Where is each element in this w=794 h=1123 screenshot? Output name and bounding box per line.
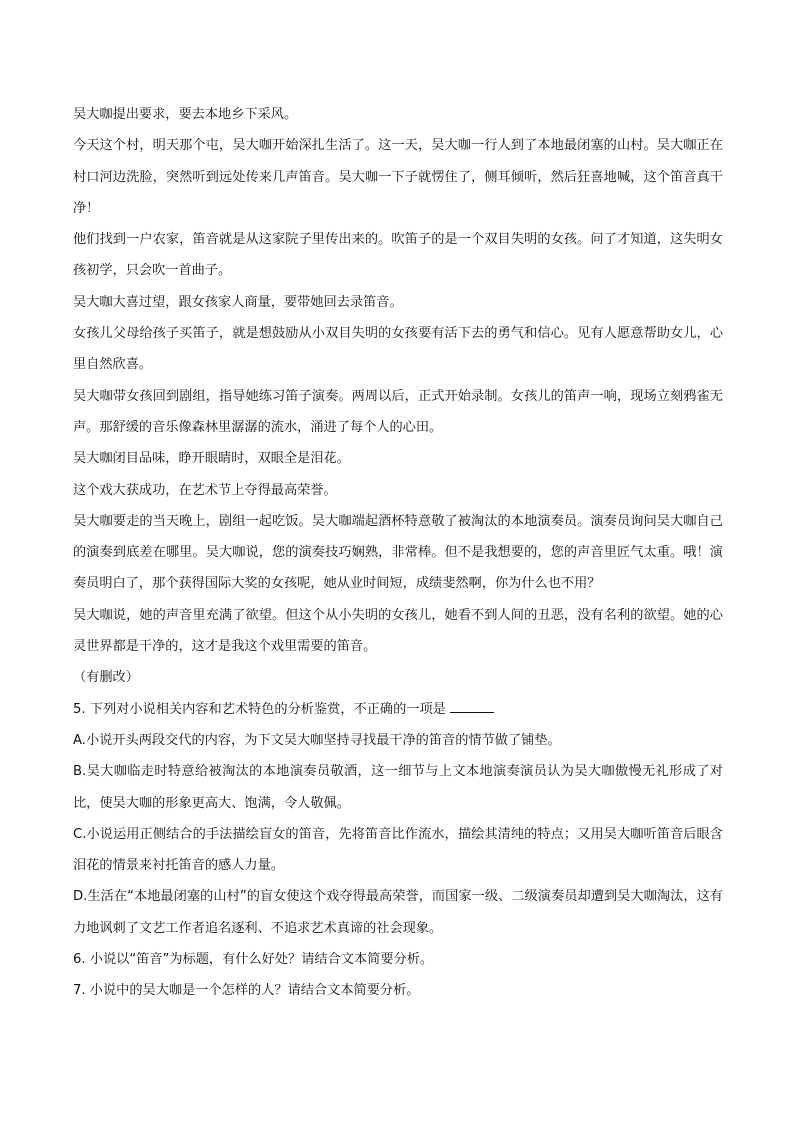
story-paragraph-6: 吴大咖带女孩回到剧组，指导她练习笛子演奏。两周以后，正式开始录制。女孩儿的笛声一响，现场立刻鸦雀无声。那舒缓的音乐像森林里潺潺的流水，涌进了每个人的心田。 (73, 388, 723, 435)
story-paragraph-5: 女孩儿父母给孩子买笛子，就是想鼓励从小双目失明的女孩要有活下去的勇气和信心。见有人愿意帮助女儿，心里自然欣喜。 (73, 326, 723, 373)
question-6: 6. 小说以“笛音”为标题，有什么好处？请结合文本简要分析。 (73, 952, 434, 968)
question-5-option-d: D.生活在“本地最闭塞的山村”的盲女使这个戏夺得最高荣誉，而国家一级、二级演奏员却遭到吴大咖淘汰，这有力地讽刺了文艺工作者追名逐利、不追求艺术真谛的社会现象。 (73, 889, 723, 936)
story-paragraph-1: 吴大咖提出要求，要去本地乡下采风。 (73, 107, 298, 122)
story-paragraph-3: 他们找到一户农家，笛音就是从这家院子里传出来的。吹笛子的是一个双目失明的女孩。问了才知道，这失明女孩初学，只会吹一首曲子。 (73, 232, 723, 279)
story-paragraph-4: 吴大咖大喜过望，跟女孩家人商量，要带她回去录笛音。 (73, 294, 403, 310)
question-5-option-b: B.吴大咖临走时特意给被淘汰的本地演奏员敬酒，这一细节与上文本地演奏演员认为吴大咖傲慢无礼形成了对比，使吴大咖的形象更高大、饱满，令人敬佩。 (73, 764, 723, 811)
question-5-option-a: A.小说开头两段交代的内容，为下文吴大咖坚持寻找最干净的笛音的情节做了铺垫。 (73, 732, 561, 748)
edit-note: （有删改） (73, 670, 139, 686)
story-paragraph-9: 吴大咖要走的当天晚上，剧组一起吃饭。吴大咖端起酒杯特意敬了被淘汰的本地演奏员。演奏员询问吴大咖自己的演奏到底差在哪里。吴大咖说，您的演奏技巧娴熟，非常棒。但不是我想要的，您的声音里匠气太重。哦！演奏员明白了，那个获得国际大奖的女孩呢，她从业时间短，成绩斐然啊，你为什么也不用？ (73, 513, 723, 592)
question-7: 7. 小说中的吴大咖是一个怎样的人？请结合文本简要分析。 (73, 983, 420, 999)
story-paragraph-7: 吴大咖闭目品味，睁开眼睛时，双眼全是泪花。 (73, 451, 350, 467)
story-paragraph-8: 这个戏大获成功，在艺术节上夺得最高荣誉。 (73, 482, 337, 498)
question-5-stem (73, 694, 723, 725)
question-5-text: 5. 下列对小说相关内容和艺术特色的分析鉴赏，不正确的一项是 (73, 701, 446, 717)
story-paragraph-10: 吴大咖说，她的声音里充满了欲望。但这个从小失明的女孩儿，她看不到人间的丑恶，没有名利的欲望。她的心灵世界都是干净的，这才是我这个戏里需要的笛音。 (73, 607, 723, 655)
question-5-option-c: C.小说运用正侧结合的手法描绘盲女的笛音，先将笛音比作流水，描绘其清纯的特点；又用吴大咖听笛音后眼含泪花的情景来衬托笛音的感人力量。 (73, 826, 723, 874)
document-body (73, 99, 723, 1007)
answer-blank (450, 700, 494, 713)
story-paragraph-2: 今天这个村，明天那个屯，吴大咖开始深扎生活了。这一天，吴大咖一行人到了本地最闭塞的山村。吴大咖正在村口河边洗脸，突然听到远处传来几声笛音。吴大咖一下子就愣住了，侧耳倾听，然后狂喜地喊，这个笛音真干净！ (73, 138, 723, 216)
